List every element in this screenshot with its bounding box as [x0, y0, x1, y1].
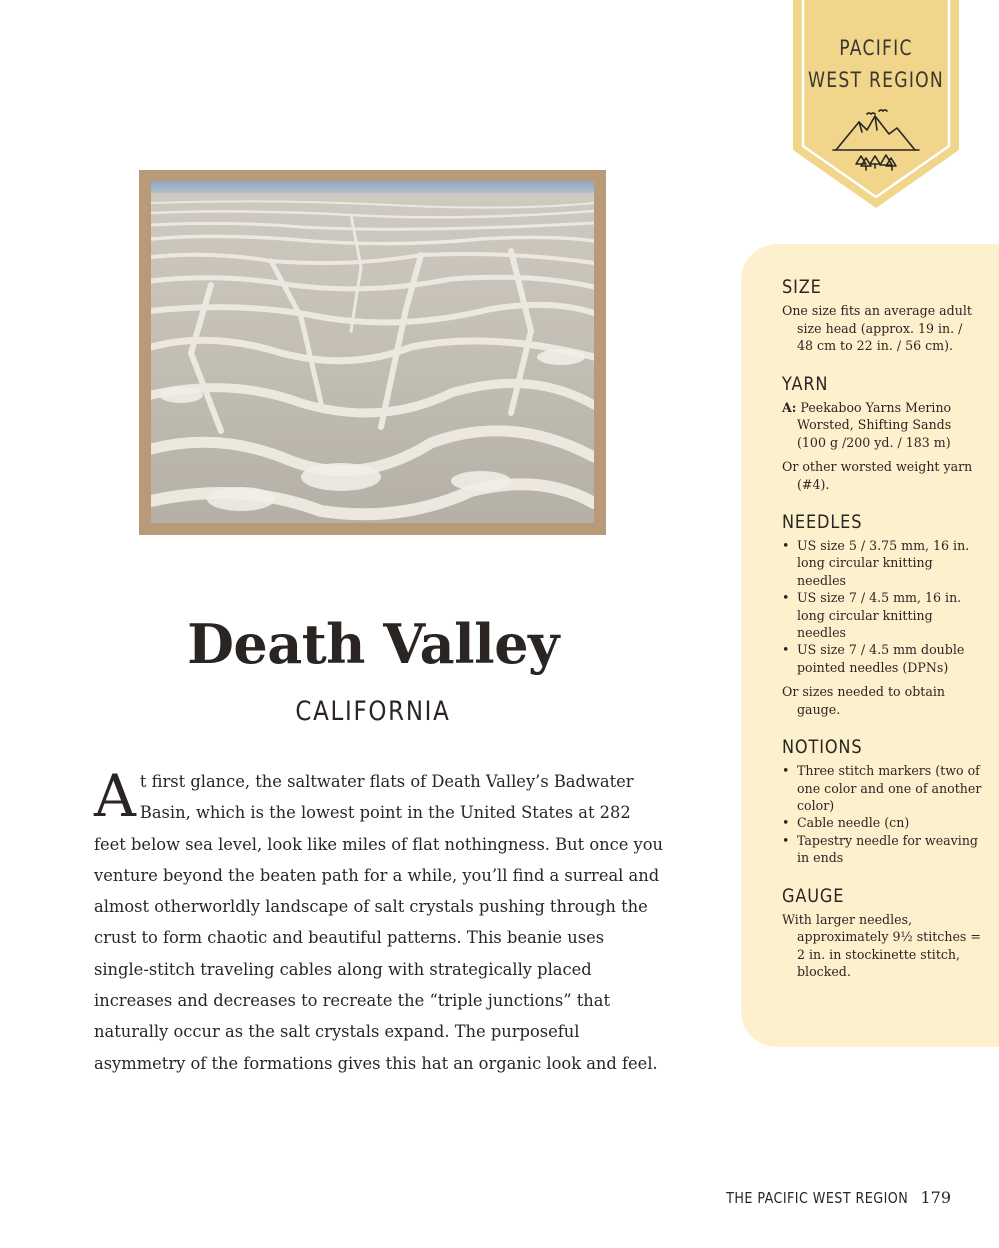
intro-paragraph [94, 762, 664, 1079]
footer-section-label: THE PACIFIC WEST REGION [726, 1189, 909, 1207]
needles-list [782, 537, 982, 676]
yarn-text [782, 399, 982, 452]
yarn-label: A: [782, 399, 797, 415]
salt-flats-photo [151, 181, 594, 523]
sidebar-content [782, 276, 982, 999]
salt-flats-image [151, 181, 594, 523]
pattern-info-sidebar [741, 244, 999, 1047]
needles-heading: NEEDLES [782, 511, 863, 533]
mountain-icon [831, 108, 921, 178]
page-subtitle: CALIFORNIA [295, 696, 451, 727]
page-number: 179 [920, 1188, 951, 1207]
list-item: • US size 7 / 4.5 mm, 16 in. long circular knitting needles [782, 589, 982, 641]
list-item: • US size 7 / 4.5 mm double pointed needles (DPNs) [782, 641, 982, 676]
size-text: One size fits an average adult size head (approx. 19 in. / 48 cm to 22 in. / 56 cm). [782, 303, 972, 353]
size-heading: SIZE [782, 276, 822, 298]
banner-line-1: PACIFIC [839, 36, 913, 60]
yarn-section [782, 373, 982, 494]
needles-alt-text: Or sizes needed to obtain gauge. [782, 684, 945, 717]
yarn-description: Peekaboo Yarns Merino Worsted, Shifting Sands (100 g /200 yd. / 183 m) [796, 399, 952, 450]
list-item: • Three stitch markers (two of one color and one of another color) [782, 762, 982, 814]
region-banner [793, 0, 959, 210]
notions-section [782, 736, 982, 866]
gauge-heading: GAUGE [782, 884, 845, 907]
yarn-heading: YARN [782, 372, 829, 395]
page-title: Death Valley [187, 612, 559, 676]
size-section [782, 276, 982, 355]
banner-title [808, 32, 944, 96]
page-footer [694, 1188, 951, 1207]
intro-text: t first glance, the saltwater flats of Death Valley’s Badwater Basin, which is the lowest point in the United States at 282 feet below sea level, look like miles of flat nothingness. But once you venture beyond the beaten path for a while, you’ll find a surreal and almost otherworldly landscape of salt crystals pushing through the crust to form chaotic and beautiful patterns. This beanie uses single-stitch traveling cables along with strategically placed increases and decreases to recreate the “triple junctions” that naturally occur as the salt crystals expand. The purposeful asymmetry of the formations gives this hat an organic look and feel. [94, 772, 664, 1073]
yarn-alt-text: Or other worsted weight yarn (#4). [782, 459, 973, 492]
list-item: • Tapestry needle for weaving in ends [782, 832, 982, 867]
notions-list [782, 762, 982, 866]
notions-heading: NOTIONS [782, 736, 863, 759]
photo-frame [139, 170, 606, 535]
gauge-section [782, 885, 982, 981]
gauge-text: With larger needles, approximately 9½ stitches = 2 in. in stockinette stitch, blocked. [782, 911, 981, 980]
list-item: • Cable needle (cn) [782, 814, 982, 831]
list-item: • US size 5 / 3.75 mm, 16 in. long circular knitting needles [782, 537, 982, 589]
banner-line-2: WEST REGION [807, 68, 945, 92]
needles-section [782, 511, 982, 718]
drop-cap: A [94, 762, 136, 830]
